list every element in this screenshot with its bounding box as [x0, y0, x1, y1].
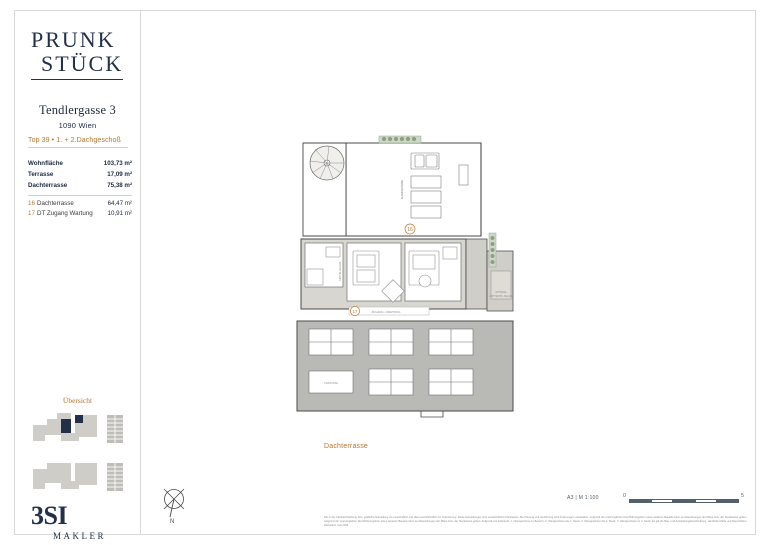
plan-area [141, 11, 755, 534]
area-index: 17 [28, 210, 35, 218]
agency-name: 3SI [31, 501, 68, 530]
table-row [28, 170, 132, 181]
fp-room-label-16 [405, 224, 415, 234]
logo-rule [31, 79, 123, 80]
address-city: 1090 Wien [58, 121, 97, 130]
area-index: 16 [28, 199, 35, 207]
svg-text:OPTIONAL: OPTIONAL [495, 292, 507, 294]
svg-text:ZUGANG • WARTUNG: ZUGANG • WARTUNG [371, 310, 401, 314]
area-label [28, 199, 74, 210]
scale-segments [629, 499, 739, 503]
terrace-caption: Dachterrasse [324, 443, 369, 450]
svg-text:N: N [170, 519, 175, 524]
logo-line-2: STÜCK [41, 51, 124, 76]
svg-text:LUFTTECHN. ANLAGE: LUFTTECHN. ANLAGE [488, 296, 514, 298]
scale-end-label: 5 [741, 493, 744, 499]
legal-disclaimer: Die in der Planbeschreibung bzw. grafische Darstellung ist unverbindlich und dient ausschließlich zur Orientierung. Diese Darstellungen sind unverbindliche Plankopien. Die Planung und Ausführung sind Änderungen vorbehalten. Aufgrund der ursprünglichen Durchführungsform eines weiteren Bauteils kann es Abweichungen der Pläne bzw. der Stockwerke geben. Aufgrund der ursprünglichen Durchführungsform eines weiteren Bauteils kann es Abweichungen der Pläne bzw. der Stockwerke geben. Aufgrund von Fahrstuhl- 1. Obergeschoss im Bereich, 2. Obergeschoss der 1. Stock, 3. Obergeschoss die 2. Stock, 4. Obergeschoss im 3. Stock. Es gilt die Bau- und Ausstattungsbeschreibung, sämtliche Maße und Raumhöhen. Planstand: Juni 2023. [324, 516, 747, 527]
brand-logo [31, 29, 129, 80]
area-label-text: Dachterrasse [37, 199, 74, 207]
area-label: Dachterrasse [28, 181, 68, 189]
compass-rose [159, 486, 193, 524]
area-label-text: DT Zugang Wartung [37, 210, 93, 218]
area-table [28, 159, 132, 220]
svg-text:GARDEROBE: GARDEROBE [400, 179, 404, 199]
property-address [15, 103, 140, 130]
overview-map-level-2 [31, 459, 127, 497]
floorplan-drawing [291, 121, 601, 421]
area-separator [28, 195, 132, 196]
scale-text: A3 | M 1:100 [567, 495, 599, 501]
table-row [28, 181, 132, 192]
scale-bar [567, 493, 747, 511]
svg-text:17: 17 [352, 309, 358, 314]
area-value: 10,91 m² [107, 210, 132, 218]
fp-vertical-text-middle [338, 262, 342, 281]
logo-line-1: PRUNK [31, 27, 116, 52]
svg-text:16: 16 [407, 227, 413, 233]
table-row [28, 159, 132, 170]
agency-subtitle: MAKLER [53, 531, 106, 541]
scale-start-label: 0 [623, 493, 626, 499]
fp-planter-right [489, 233, 496, 267]
fp-bottom-edge [297, 411, 513, 417]
fp-spiral-stair [310, 146, 344, 180]
overview-title: Übersicht [62, 396, 93, 405]
agency-logo [31, 503, 135, 541]
svg-text:ABSTELLRAUM: ABSTELLRAUM [339, 261, 342, 281]
table-row [28, 199, 132, 210]
overview-map-level-1 [31, 411, 127, 449]
unit-designation: Top 39 • 1. + 2.Dachgeschoß [28, 137, 128, 148]
svg-text:TERRASSE: TERRASSE [324, 382, 338, 385]
area-label: Terrasse [28, 170, 54, 178]
area-value: 64,47 m² [107, 199, 132, 207]
area-value: 17,09 m² [107, 170, 132, 178]
fp-planter-top [379, 136, 421, 143]
fp-room-label-17 [349, 306, 429, 315]
area-value: 75,38 m² [107, 181, 132, 189]
area-label [28, 209, 93, 220]
table-row [28, 209, 132, 220]
area-label: Wohnfläche [28, 160, 63, 167]
sidebar [15, 11, 140, 541]
fp-vertical-text-upper [400, 180, 404, 199]
address-street: Tendlergasse 3 [38, 103, 117, 117]
area-value: 103,73 m² [103, 160, 132, 167]
